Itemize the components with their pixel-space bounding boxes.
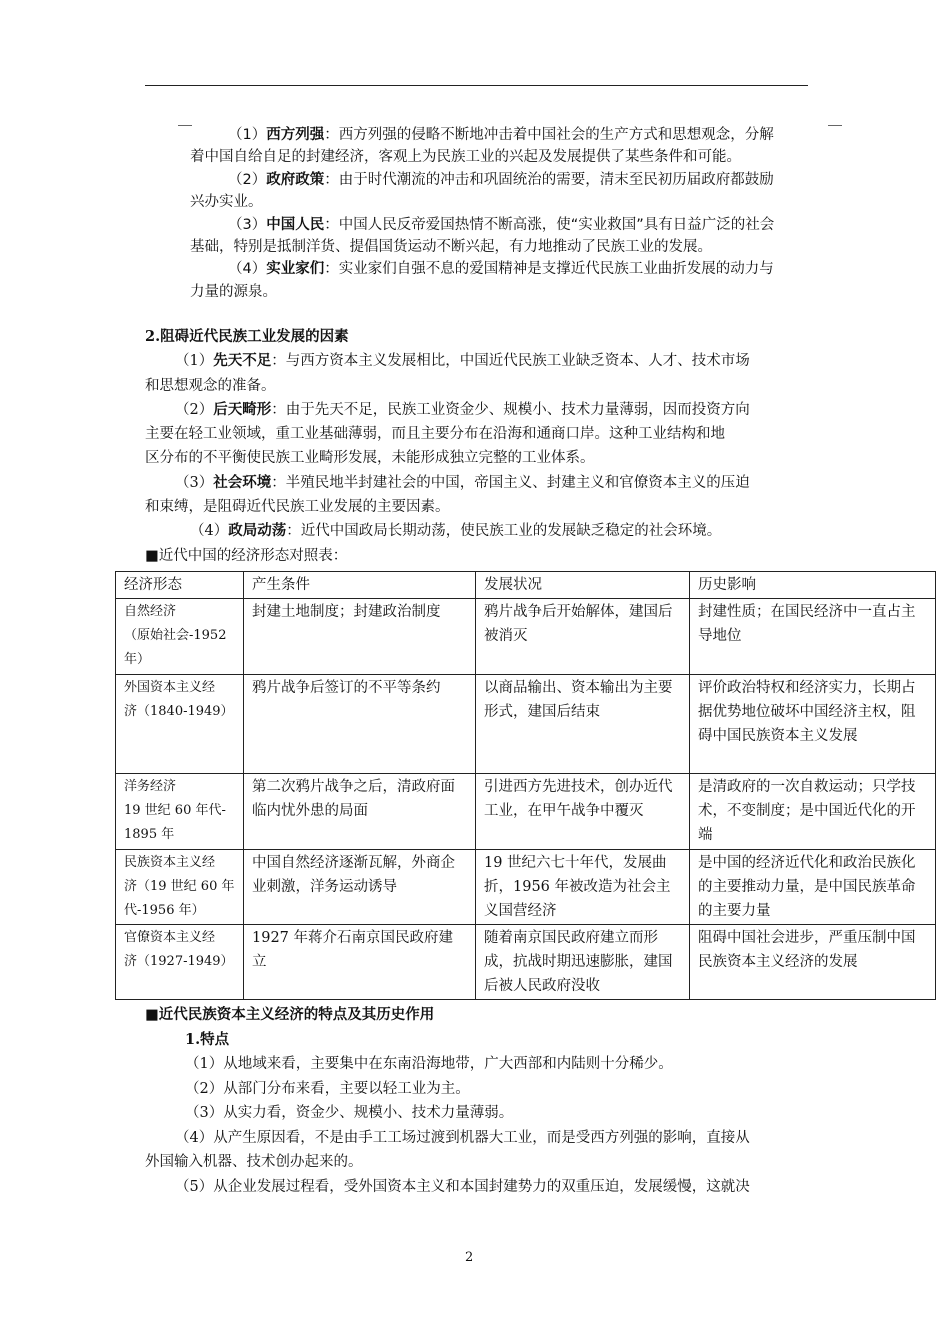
condition-cell: 封建土地制度；封建政治制度 [244, 599, 476, 675]
form-line: （原始社会-1952 [124, 628, 227, 643]
form-cell [116, 850, 244, 925]
feature-item: （1）从地域来看，主要集中在东南沿海地带，广大西部和内陆则十分稀少。 [185, 1056, 673, 1072]
table-row [116, 599, 936, 675]
header-cell: 发展状况 [476, 572, 690, 599]
obstacle-text: 与西方资本主义发展相比，中国近代民族工业缺乏资本、人才、技术市场 [285, 353, 750, 370]
obstacle-2-cont: 主要在轻工业领域，重工业基础薄弱，而且主要分布在沿海和通商口岸。这种工业结构和地 [145, 426, 725, 443]
status-cell: 鸦片战争后开始解体，建国后被消灭 [476, 599, 690, 675]
condition-cell: 1927 年蒋介石南京国民政府建立 [244, 925, 476, 1000]
page-number: 2 [465, 1250, 474, 1265]
table-row [116, 774, 936, 850]
factor-lead: （2） [228, 171, 267, 188]
impact-cell: 阻碍中国社会进步，严重压制中国民族资本主义经济的发展 [690, 925, 936, 1000]
form-line: 1895 年 [124, 827, 175, 842]
obstacle-title: 先天不足 [213, 352, 272, 370]
status-cell: 引进西方先进技术，创办近代工业，在甲午战争中覆灭 [476, 774, 690, 850]
factor-title: 中国人民 [266, 216, 325, 233]
margin-mark-right [828, 125, 842, 126]
feature-item: （5）从企业发展过程看，受外国资本主义和本国封建势力的双重压迫，发展缓慢，这就决 [175, 1178, 750, 1195]
features-heading [145, 1003, 810, 1028]
impact-cell: 是中国的经济近代化和政治民族化的主要推动力量，是中国民族革命的主要力量 [690, 850, 936, 925]
obstacle-text: 由于先天不足，民族工业资金少、规模小、技术力量薄弱，因而投资方向 [285, 401, 750, 418]
factor-2-cont: 兴办实业。 [190, 194, 263, 211]
obstacle-2-cont: 区分布的不平衡使民族工业畸形发展，未能形成独立完整的工业体系。 [145, 450, 595, 467]
factor-3-cont: 基础，特别是抵制洋货、提倡国货运动不断兴起，有力地推动了民族工业的发展。 [190, 239, 712, 256]
feature-item: （2）从部门分布来看，主要以轻工业为主。 [185, 1080, 470, 1097]
form-cell [116, 675, 244, 774]
obstacle-lead: （4） [190, 523, 229, 540]
factor-4 [190, 258, 824, 280]
factor-text: 实业家们自强不息的爱国精神是支撑近代民族工业曲折发展的动力与 [338, 261, 774, 278]
form-line: 自然经济 [124, 604, 177, 619]
features-heading-text: ■近代民族资本主义经济的特点及其历史作用 [145, 1006, 435, 1023]
table-row [116, 925, 936, 1000]
factor-title: 政府政策 [266, 171, 325, 188]
obstacles-section [145, 325, 810, 568]
factor-4-cont: 力量的源泉。 [190, 283, 277, 300]
status-cell: 以商品输出、资本输出为主要形式，建国后结束 [476, 675, 690, 774]
factor-3 [190, 214, 824, 236]
factor-1 [190, 124, 824, 146]
factor-lead: （3） [228, 216, 267, 233]
feature-item-cont: 外国输入机器、技术创办起来的。 [145, 1154, 363, 1170]
factor-lead: （1） [228, 127, 267, 143]
form-line: 济（19 世纪 60 年 [124, 879, 235, 894]
factor-sep: ： [324, 171, 339, 188]
condition-cell: 第二次鸦片战争之后，清政府面临内忧外患的局面 [244, 774, 476, 850]
obstacle-title: 社会环境 [213, 473, 272, 491]
obstacle-4 [145, 519, 810, 543]
factor-sep: ： [324, 127, 339, 143]
form-line: 外国资本主义经 [124, 680, 216, 695]
status-cell: 随着南京国民政府建立而形成，抗战时期迅速膨胀，建国后被人民政府没收 [476, 925, 690, 1000]
form-cell [116, 925, 244, 1000]
form-line: 年） [124, 652, 151, 667]
obstacle-sep: ： [271, 474, 286, 491]
form-line: 代-1956 年） [124, 903, 205, 918]
form-cell [116, 599, 244, 675]
impact-cell: 是清政府的一次自救运动；只学技术，不变制度；是中国近代化的开端 [690, 774, 936, 850]
form-line: 济（1927-1949） [124, 954, 234, 969]
obstacle-title: 后天畸形 [213, 400, 272, 418]
header-cell: 产生条件 [244, 572, 476, 599]
feature-item: （4）从产生原因看，不是由手工工场过渡到机器大工业，而是受西方列强的影响，直接从 [175, 1129, 750, 1146]
header-cell: 经济形态 [116, 572, 244, 599]
obstacle-lead: （3） [175, 474, 214, 491]
form-line: 济（1840-1949） [124, 704, 234, 719]
form-line: 19 世纪 60 年代- [124, 803, 226, 818]
factor-text: 中国人民反帝爱国热情不断高涨，使“实业救国”具有日益广泛的社会 [338, 216, 775, 233]
obstacle-1 [145, 349, 810, 373]
form-line: 民族资本主义经 [124, 855, 216, 870]
status-cell: 19 世纪六七十年代，发展曲折，1956 年被改造为社会主义国营经济 [476, 850, 690, 925]
section-heading-text: 2.阻碍近代民族工业发展的因素 [145, 328, 349, 345]
obstacle-3 [145, 471, 810, 495]
obstacle-3-cont: 和束缚，是阻碍近代民族工业发展的主要因素。 [145, 499, 450, 516]
obstacle-sep: ： [271, 401, 286, 418]
impact-cell: 评价政治特权和经济实力，长期占据优势地位破坏中国经济主权，阻碍中国民族资本主义发展 [690, 675, 936, 774]
table-header-row [116, 572, 936, 599]
favorable-factors [190, 124, 824, 303]
section-heading [145, 325, 810, 349]
table-caption: ■近代中国的经济形态对照表： [145, 547, 348, 564]
features-subheading [145, 1028, 810, 1053]
features-section [145, 1003, 810, 1199]
obstacle-1-cont: 和思想观念的准备。 [145, 377, 276, 394]
header-cell: 历史影响 [690, 572, 936, 599]
obstacle-lead: （1） [175, 353, 214, 370]
factor-1-cont: 着中国自给自足的封建经济，客观上为民族工业的兴起及发展提供了某些条件和可能。 [190, 149, 741, 166]
factor-sep: ： [324, 261, 339, 278]
obstacle-lead: （2） [175, 401, 214, 418]
obstacle-title: 政局动荡 [228, 522, 287, 540]
condition-cell: 中国自然经济逐渐瓦解，外商企业刺激，洋务运动诱导 [244, 850, 476, 925]
factor-title: 实业家们 [266, 261, 325, 278]
obstacle-text: 半殖民地半封建社会的中国，帝国主义、封建主义和官僚资本主义的压迫 [285, 474, 750, 491]
feature-item: （3）从实力看，资金少、规模小、技术力量薄弱。 [185, 1105, 514, 1121]
features-subheading-text: 1.特点 [185, 1030, 230, 1048]
obstacle-sep: ： [286, 523, 301, 540]
form-cell [116, 774, 244, 850]
table-row [116, 675, 936, 774]
factor-text: 由于时代潮流的冲击和巩固统治的需要，清末至民初历届政府都鼓励 [338, 171, 774, 188]
obstacle-sep: ： [271, 353, 286, 370]
header-rule [145, 85, 808, 86]
form-line: 官僚资本主义经 [124, 930, 216, 945]
factor-title: 西方列强 [266, 127, 325, 143]
factor-sep: ： [324, 216, 339, 233]
obstacle-text: 近代中国政局长期动荡，使民族工业的发展缺乏稳定的社会环境。 [300, 523, 722, 540]
form-line: 洋务经济 [124, 779, 177, 794]
factor-2 [190, 169, 824, 191]
factor-text: 西方列强的侵略不断地冲击着中国社会的生产方式和思想观念，分解 [338, 127, 774, 143]
table-row [116, 850, 936, 925]
obstacle-2 [145, 398, 810, 422]
economy-comparison-table [115, 571, 936, 1000]
condition-cell: 鸦片战争后签订的不平等条约 [244, 675, 476, 774]
factor-lead: （4） [228, 261, 267, 278]
impact-cell: 封建性质；在国民经济中一直占主导地位 [690, 599, 936, 675]
